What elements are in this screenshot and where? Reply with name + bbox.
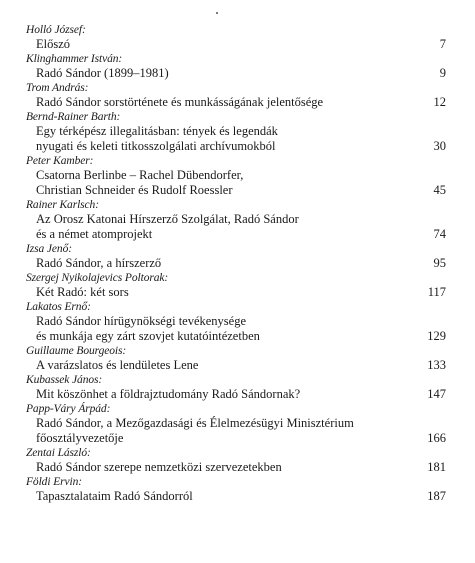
entry-page-number: 45 — [433, 183, 446, 197]
toc-entry — [26, 476, 446, 504]
entry-author: Kubassek János: — [26, 374, 103, 386]
entry-page-number: 30 — [433, 139, 446, 153]
entry-page-number: 166 — [427, 431, 446, 445]
entry-author: Holló József: — [26, 24, 86, 36]
entry-author: Rainer Karlsch: — [26, 199, 99, 211]
entry-title-row — [36, 358, 446, 373]
entry-title: Radó Sándor, a hírszerző — [36, 256, 162, 270]
entry-author: Szergej Nyikolajevics Poltorak: — [26, 272, 169, 284]
entry-page-number: 74 — [433, 227, 446, 241]
entry-author: Peter Kamber: — [26, 155, 94, 167]
toc-entry — [26, 53, 446, 81]
entry-page-number: 95 — [433, 256, 446, 270]
toc-entry — [26, 301, 446, 344]
entry-title: Az Orosz Katonai Hírszerző Szolgálat, Radó Sándor és a német atomprojekt — [36, 212, 299, 241]
toc-entry — [26, 374, 446, 402]
entry-title-row — [36, 168, 446, 198]
entry-title-row — [36, 489, 446, 504]
entry-title-row — [36, 124, 446, 154]
entry-title: Tapasztalataim Radó Sándorról — [36, 489, 193, 503]
toc-entry — [26, 243, 446, 271]
entry-title: Radó Sándor hírügynökségi tevékenysége és munkája egy zárt szovjet kutatóintézetben — [36, 314, 260, 343]
entry-title: Radó Sándor, a Mezőgazdasági és Élelmezésügyi Minisztérium főosztályvezetője — [36, 416, 354, 445]
table-of-contents — [26, 24, 446, 505]
entry-author: Földi Ervin: — [26, 476, 82, 488]
toc-entry — [26, 155, 446, 198]
toc-entry — [26, 82, 446, 110]
entry-title: Radó Sándor (1899–1981) — [36, 66, 169, 80]
entry-author: Papp-Váry Árpád: — [26, 403, 111, 415]
toc-entry — [26, 403, 446, 446]
toc-entry — [26, 199, 446, 242]
entry-title: Mit köszönhet a földrajztudomány Radó Sándornak? — [36, 387, 301, 401]
entry-page-number: 147 — [427, 387, 446, 401]
entry-title-row — [36, 416, 446, 446]
entry-title-row — [36, 387, 446, 402]
entry-title-row — [36, 37, 446, 52]
entry-author: Izsa Jenő: — [26, 243, 72, 255]
entry-title-row — [36, 66, 446, 81]
entry-title-row — [36, 95, 446, 110]
toc-entry — [26, 447, 446, 475]
entry-author: Klinghammer István: — [26, 53, 123, 65]
entry-title-row — [36, 460, 446, 475]
entry-author: Lakatos Ernő: — [26, 301, 91, 313]
entry-title: Egy térképész illegalitásban: tények és legendák nyugati és keleti titkosszolgálati archívumokból — [36, 124, 278, 153]
entry-author: Zentai László: — [26, 447, 91, 459]
toc-entry — [26, 345, 446, 373]
entry-title: Csatorna Berlinbe – Rachel Dübendorfer, Christian Schneider és Rudolf Roessler — [36, 168, 244, 197]
entry-page-number: 133 — [427, 358, 446, 372]
entry-author: Guillaume Bourgeois: — [26, 345, 127, 357]
entry-title: Radó Sándor sorstörténete és munkásságának jelentősége — [36, 95, 324, 109]
toc-entry — [26, 111, 446, 154]
entry-title: Előszó — [36, 37, 71, 51]
entry-title: A varázslatos és lendületes Lene — [36, 358, 199, 372]
entry-page-number: 12 — [433, 95, 446, 109]
entry-page-number: 7 — [439, 37, 446, 51]
entry-author: Bernd-Rainer Barth: — [26, 111, 121, 123]
entry-page-number: 129 — [427, 329, 446, 343]
entry-title-row — [36, 212, 446, 242]
entry-page-number: 9 — [439, 66, 446, 80]
entry-title-row — [36, 256, 446, 271]
stray-dot — [216, 12, 218, 14]
entry-page-number: 117 — [427, 285, 446, 299]
entry-title: Radó Sándor szerepe nemzetközi szervezetekben — [36, 460, 282, 474]
entry-page-number: 181 — [427, 460, 446, 474]
entry-title-row — [36, 314, 446, 344]
entry-title: Két Radó: két sors — [36, 285, 129, 299]
entry-title-row — [36, 285, 446, 300]
entry-page-number: 187 — [427, 489, 446, 503]
toc-entry — [26, 272, 446, 300]
entry-author: Trom András: — [26, 82, 89, 94]
toc-entry — [26, 24, 446, 52]
